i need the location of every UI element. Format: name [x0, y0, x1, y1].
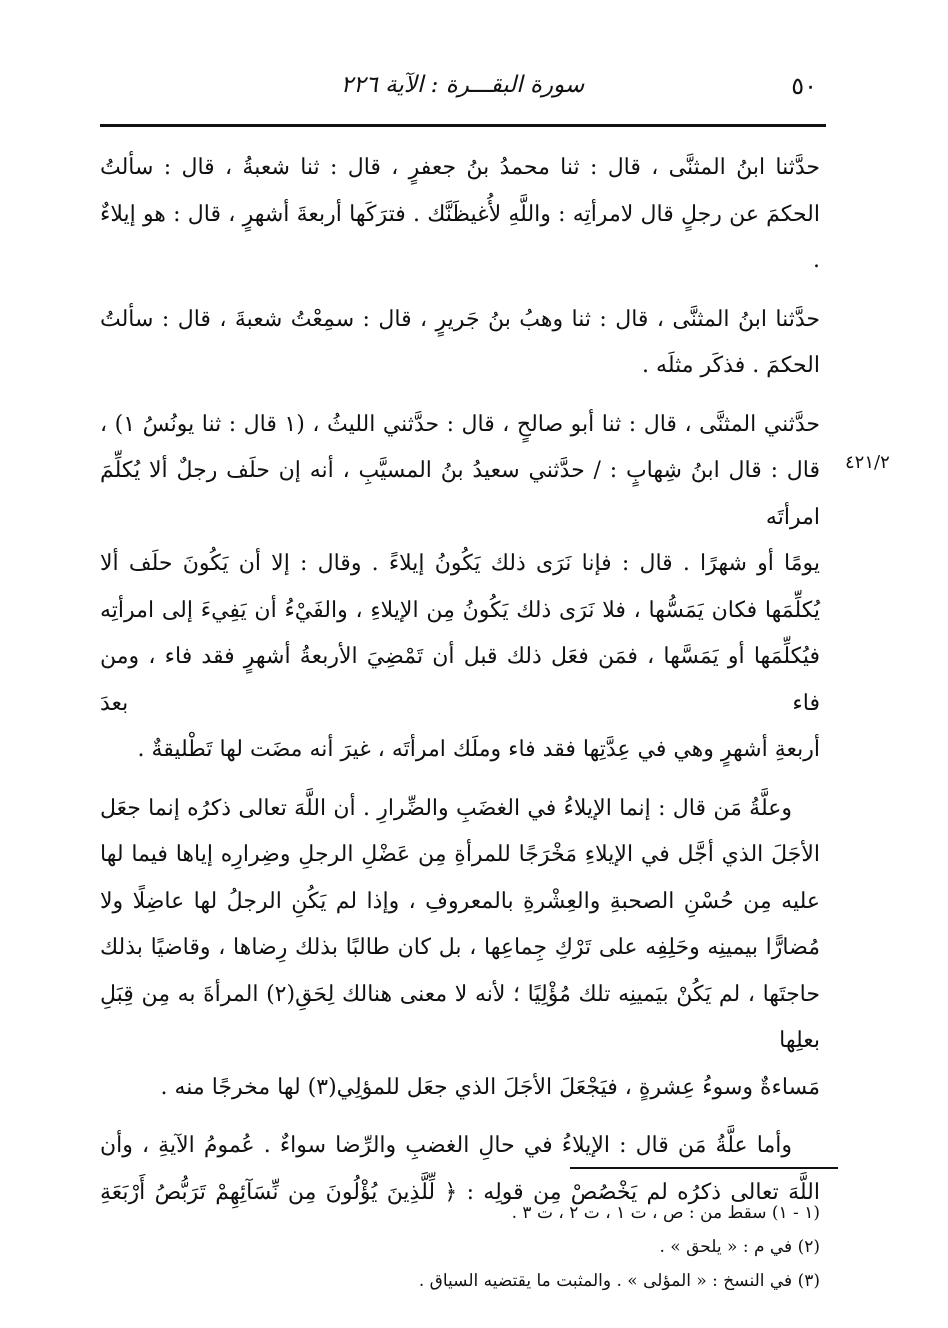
text-line: يُكلِّمَها فكان يَمَسُّها ، فلا نَرَى ذلك يَكُونُ مِن الإيلاءِ ، والفَيْءُ أن يَفِيءَ إلى امرأتِه	[100, 597, 820, 623]
footnote-3: (٣) في النسخ : « المؤلى » . والمثبت ما يقتضيه السياق .	[418, 1271, 820, 1291]
paragraph-4	[100, 786, 820, 1112]
paragraph-2	[100, 297, 820, 390]
text-line: اللَّهَ تعالى ذكرُه لم يَخْصُصْ مِن قولِه : ﴿ لِّلَّذِينَ يُؤْلُونَ مِن نِّسَآئِهِمْ تَرَبُّصُ أَرْبَعَةِ	[100, 1179, 820, 1205]
text-line: فيُكلِّمَها أو يَمَسَّها ، فمَن فعَل ذلك قبل أن تَمْضِيَ الأربعةُ أشهرٍ فقد فاء ، ومن فاء بعدَ	[100, 644, 820, 716]
body-text	[100, 145, 820, 1216]
footnote-rule	[570, 1167, 838, 1169]
paragraph-3	[100, 402, 820, 774]
text-line: عليه مِن حُسْنِ الصحبةِ والعِشْرةِ بالمعروفِ ، وإذا لم يَكُنِ الرجلُ لها عاضِلًا ولا	[100, 888, 820, 914]
text-line: مُضارًّا بيمينِه وحَلِفِه على تَرْكِ جِماعِها ، بل كان طالبًا بذلك رِضاها ، وقاضيًا بذلك	[100, 935, 820, 960]
footnote-1: (١ - ١) سقط من : ص ، ت ١ ، ت ٢ ، ت ٣ .	[511, 1203, 820, 1223]
page-number: ٥٠	[791, 72, 817, 100]
footnote-2: (٢) في م : « يلحق » .	[659, 1237, 820, 1257]
text-line: الحكمَ عن رجلٍ قال لامرأتِه : واللَّهِ لأُغيظَنَّك . فترَكَها أربعةَ أشهرٍ ، قال : هو إيلاءٌ .	[100, 201, 820, 273]
paragraph-1	[100, 145, 820, 285]
footnotes	[100, 1196, 820, 1298]
page-header	[100, 70, 825, 110]
text-line: أربعةِ أشهرٍ وهي في عِدَّتِها فقد فاء وملَك امرأتَه ، غيرَ أنه مضَت لها تَطْليقةٌ .	[137, 737, 820, 762]
text-line: وعلَّةُ مَن قال : إنما الإيلاءُ في الغضَبِ والضِّرارِ . أن اللَّهَ تعالى ذكرُه إنما جعَل	[100, 795, 792, 821]
text-line: وأما علَّةُ مَن قال : الإيلاءُ في حالِ الغضبِ والرِّضا سواءٌ . عُمومُ الآيةِ ، وأن	[100, 1133, 792, 1158]
text-line: مَساءةٌ وسوءُ عِشرةٍ ، فيَجْعَلَ الأجَلَ الذي جعَل للمؤلِي(٣) لها مخرجًا منه .	[160, 1074, 820, 1100]
text-line: قال : قال ابنُ شِهابٍ : / حدَّثني سعيدُ بنُ المسيَّبِ ، أنه إن حلَف رجلٌ ألا يُكلِّمَ امرأتَه	[100, 458, 821, 530]
text-line: حدَّثني المثنَّى ، قال : ثنا أبو صالحٍ ، قال : حدَّثني الليثُ ، (١ قال : ثنا يونُسُ ١) ،	[100, 411, 820, 437]
margin-reference: ٤٢١/٢	[845, 452, 890, 473]
text-line: حاجتَها ، لم يَكُنْ بيَمينِه تلك مُؤْلِيًا ؛ لأنه لا معنى هنالك لِحَقِ(٢) المرأةَ به مِن قِبَلِ بعلِها	[100, 981, 820, 1053]
text-line: الأجَلَ الذي أجَّل في الإيلاءِ مَخْرَجًا للمرأةِ مِن عَضْلِ الرجلِ وضِرارِه إياها فيما لها	[100, 842, 820, 867]
text-line: يومًا أو شهرًا . قال : فإنا نَرَى ذلك يَكُونُ إيلاءً . وقال : إلا أن يَكُونَ حلَف ألا	[100, 551, 820, 576]
text-line: حدَّثنا ابنُ المثنَّى ، قال : ثنا وهبُ بنُ جَريرٍ ، قال : سمِعْتُ شعبةَ ، قال : سألتُ	[100, 306, 820, 332]
header-rule	[100, 124, 826, 127]
text-line: الحكمَ . فذكَر مثلَه .	[642, 353, 820, 378]
running-title: سورة البقـــرة : الآية ٢٢٦	[340, 72, 585, 98]
text-line: حدَّثنا ابنُ المثنَّى ، قال : ثنا محمدُ بنُ جعفرٍ ، قال : ثنا شعبةُ ، قال : سألتُ	[100, 155, 820, 180]
